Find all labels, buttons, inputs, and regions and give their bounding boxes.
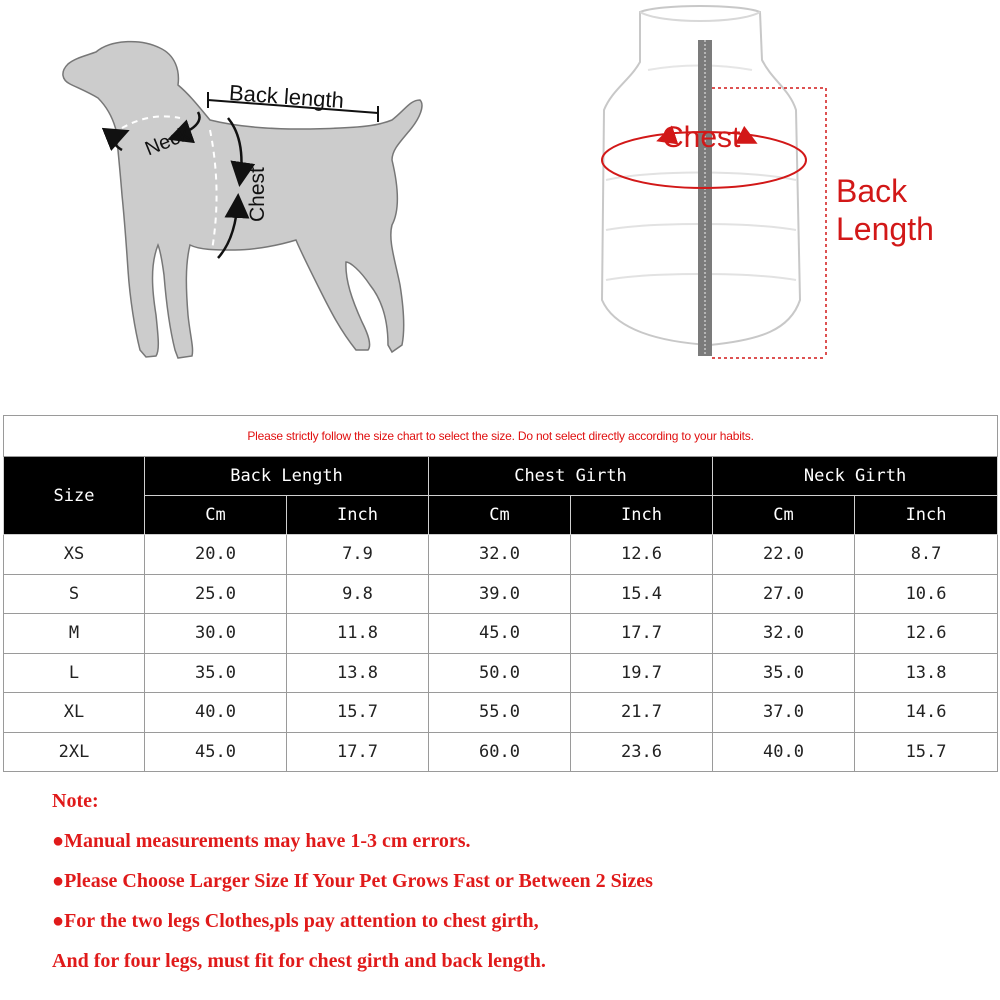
zipper-icon	[698, 40, 712, 356]
chest-label-vest: Chest	[662, 121, 741, 154]
unit-header: Cm	[713, 496, 855, 535]
table-row	[4, 614, 998, 654]
note-item: ●For the two legs Clothes,pls pay attention to chest girth,	[52, 910, 539, 932]
measurement-cell: 17.7	[287, 732, 429, 772]
unit-header: Inch	[287, 496, 429, 535]
measurement-cell: 13.8	[855, 653, 998, 693]
unit-header: Cm	[145, 496, 287, 535]
back-length-label: Back length	[228, 80, 345, 113]
chest-girth-header: Chest Girth	[429, 457, 713, 496]
measurement-cell: 45.0	[429, 614, 571, 654]
size-cell: L	[4, 653, 145, 693]
measurement-cell: 13.8	[287, 653, 429, 693]
size-rows	[4, 535, 998, 772]
size-chart-table	[3, 415, 998, 772]
measurement-cell: 7.9	[287, 535, 429, 575]
measurement-cell: 25.0	[145, 574, 287, 614]
measurement-cell: 12.6	[571, 535, 713, 575]
measurement-cell: 10.6	[855, 574, 998, 614]
measurement-cell: 45.0	[145, 732, 287, 772]
unit-header: Inch	[571, 496, 713, 535]
measurement-cell: 35.0	[145, 653, 287, 693]
table-unit-row	[4, 496, 998, 535]
measurement-cell: 40.0	[713, 732, 855, 772]
table-row	[4, 574, 998, 614]
note-item: ●Manual measurements may have 1-3 cm errors.	[52, 830, 471, 852]
measurement-cell: 20.0	[145, 535, 287, 575]
back-length-label-vest	[836, 172, 934, 248]
table-row	[4, 535, 998, 575]
measurement-cell: 27.0	[713, 574, 855, 614]
neck-girth-header: Neck Girth	[713, 457, 998, 496]
measurement-cell: 55.0	[429, 693, 571, 733]
measurement-cell: 8.7	[855, 535, 998, 575]
unit-header: Inch	[855, 496, 998, 535]
chest-label-dog: Chest	[246, 167, 269, 222]
measurement-cell: 40.0	[145, 693, 287, 733]
notes-section	[52, 788, 982, 988]
size-cell: 2XL	[4, 732, 145, 772]
size-column-header: Size	[4, 457, 145, 535]
measurement-cell: 15.4	[571, 574, 713, 614]
size-cell: S	[4, 574, 145, 614]
measurement-illustrations	[0, 0, 1000, 400]
table-row	[4, 732, 998, 772]
measurement-cell: 11.8	[287, 614, 429, 654]
unit-header: Cm	[429, 496, 571, 535]
measurement-cell: 32.0	[713, 614, 855, 654]
measurement-cell: 60.0	[429, 732, 571, 772]
notes-title: Note:	[52, 790, 99, 812]
neck-label: Neck	[142, 122, 193, 161]
measurement-cell: 32.0	[429, 535, 571, 575]
size-cell: XS	[4, 535, 145, 575]
measurement-cell: 23.6	[571, 732, 713, 772]
size-chart-notice: Please strictly follow the size chart to select the size. Do not select directly according to your habits.	[4, 416, 998, 457]
measurement-cell: 39.0	[429, 574, 571, 614]
size-cell: M	[4, 614, 145, 654]
measurement-cell: 9.8	[287, 574, 429, 614]
measurement-cell: 15.7	[287, 693, 429, 733]
note-item: ●Please Choose Larger Size If Your Pet Grows Fast or Between 2 Sizes	[52, 870, 653, 892]
measurement-cell: 12.6	[855, 614, 998, 654]
table-header-row	[4, 457, 998, 496]
measurement-cell: 14.6	[855, 693, 998, 733]
note-item: And for four legs, must fit for chest girth and back length.	[52, 950, 546, 972]
measurement-cell: 37.0	[713, 693, 855, 733]
table-row	[4, 693, 998, 733]
back-length-label-line2: Length	[836, 211, 934, 247]
measurement-cell: 30.0	[145, 614, 287, 654]
measurement-cell: 19.7	[571, 653, 713, 693]
measurement-cell: 15.7	[855, 732, 998, 772]
measurement-cell: 21.7	[571, 693, 713, 733]
measurement-cell: 35.0	[713, 653, 855, 693]
measurement-cell: 17.7	[571, 614, 713, 654]
back-length-label-line1: Back	[836, 173, 908, 209]
measurement-cell: 22.0	[713, 535, 855, 575]
table-row	[4, 653, 998, 693]
size-cell: XL	[4, 693, 145, 733]
back-length-header: Back Length	[145, 457, 429, 496]
measurement-cell: 50.0	[429, 653, 571, 693]
